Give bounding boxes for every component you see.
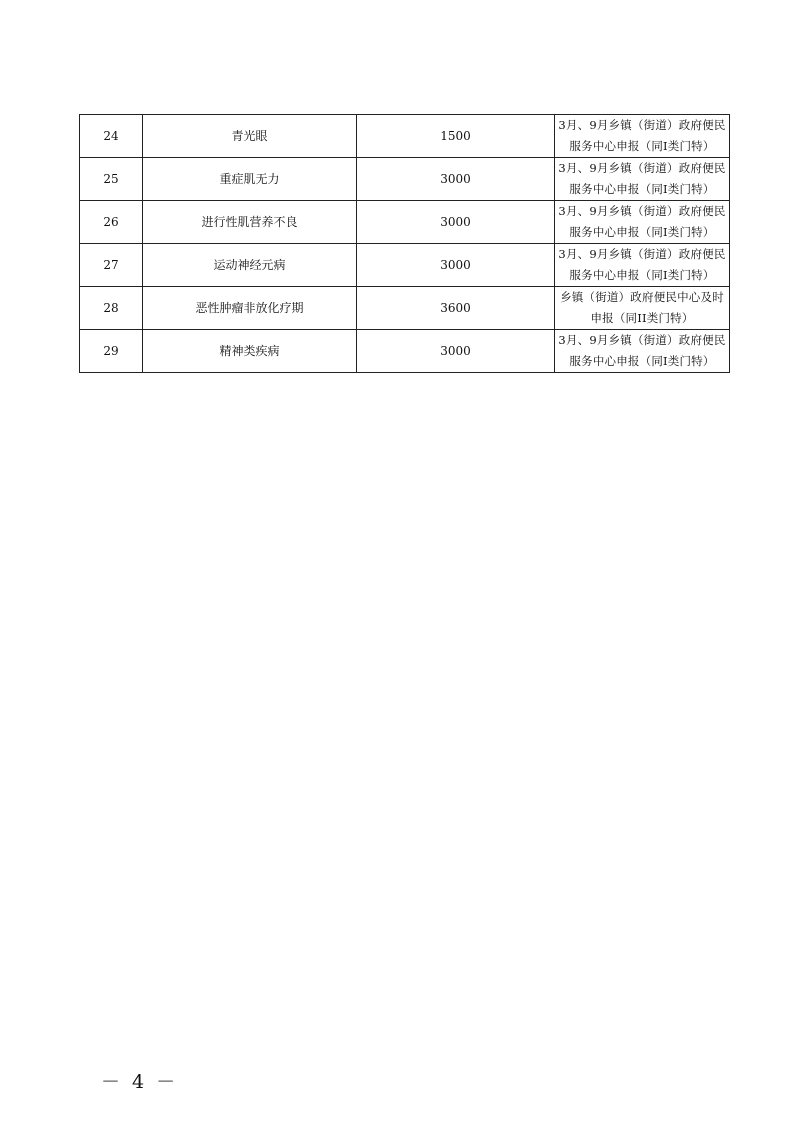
disease-name: 青光眼 xyxy=(143,115,357,158)
table-row xyxy=(80,115,730,158)
application-note: 3月、9月乡镇（街道）政府便民服务中心申报（同I类门特） xyxy=(555,244,730,287)
application-note: 3月、9月乡镇（街道）政府便民服务中心申报（同I类门特） xyxy=(555,158,730,201)
amount: 3600 xyxy=(357,287,555,330)
row-number: 24 xyxy=(80,115,143,158)
amount: 3000 xyxy=(357,158,555,201)
application-note: 3月、9月乡镇（街道）政府便民服务中心申报（同I类门特） xyxy=(555,330,730,373)
disease-name: 进行性肌营养不良 xyxy=(143,201,357,244)
amount: 1500 xyxy=(357,115,555,158)
page-number: － 4 － xyxy=(101,1071,179,1093)
disease-name: 恶性肿瘤非放化疗期 xyxy=(143,287,357,330)
table-row xyxy=(80,244,730,287)
amount: 3000 xyxy=(357,330,555,373)
application-note: 3月、9月乡镇（街道）政府便民服务中心申报（同I类门特） xyxy=(555,201,730,244)
amount: 3000 xyxy=(357,244,555,287)
table-row xyxy=(80,201,730,244)
application-note: 乡镇（街道）政府便民中心及时申报（同II类门特） xyxy=(555,287,730,330)
row-number: 29 xyxy=(80,330,143,373)
application-note: 3月、9月乡镇（街道）政府便民服务中心申报（同I类门特） xyxy=(555,115,730,158)
disease-quota-table xyxy=(79,114,730,373)
row-number: 25 xyxy=(80,158,143,201)
table-row xyxy=(80,158,730,201)
disease-name: 精神类疾病 xyxy=(143,330,357,373)
table-row xyxy=(80,287,730,330)
amount: 3000 xyxy=(357,201,555,244)
disease-name: 重症肌无力 xyxy=(143,158,357,201)
row-number: 27 xyxy=(80,244,143,287)
disease-name: 运动神经元病 xyxy=(143,244,357,287)
table-row xyxy=(80,330,730,373)
row-number: 28 xyxy=(80,287,143,330)
row-number: 26 xyxy=(80,201,143,244)
